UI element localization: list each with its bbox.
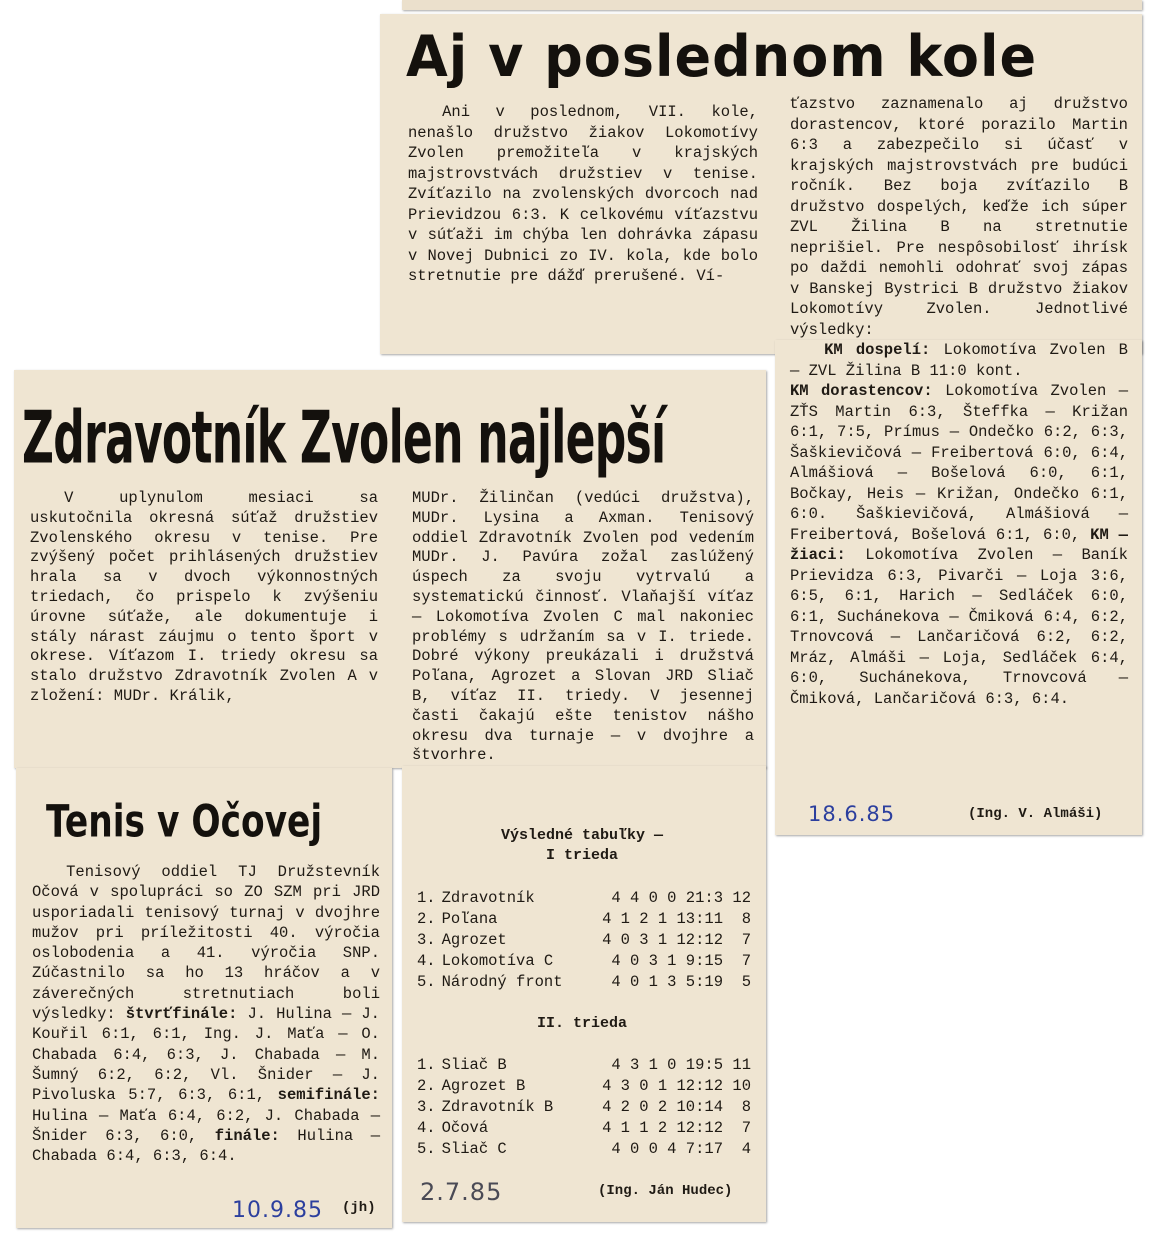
finale-label: finále: bbox=[214, 1126, 280, 1145]
stats-cell: 4 3 1 0 19:5 bbox=[611, 1055, 723, 1074]
signature-top: (Ing. V. Almáši) bbox=[968, 806, 1103, 822]
points-cell: 11 bbox=[732, 1055, 751, 1074]
finale-text: Hulina — Chabada 6:4, 6:3, 6:4. bbox=[32, 1126, 381, 1166]
tables-caption-line-1: Výsledné tabuľky — bbox=[500, 827, 664, 844]
points-cell: 5 bbox=[741, 972, 751, 991]
rank-cell: 4. bbox=[417, 951, 436, 970]
article-mid-column-2 bbox=[412, 489, 754, 766]
points-cell: 4 bbox=[741, 1139, 751, 1158]
points-cell: 12 bbox=[732, 888, 751, 907]
table-row bbox=[414, 950, 754, 971]
signature-bottom: (jh) bbox=[342, 1200, 376, 1216]
table-row bbox=[414, 1054, 754, 1075]
rank-cell: 5. bbox=[417, 972, 436, 991]
team-cell: Agrozet bbox=[441, 930, 507, 949]
stats-cell: 4 0 3 1 9:15 bbox=[611, 951, 723, 970]
table-row bbox=[414, 1075, 754, 1096]
stats-cell: 4 0 3 1 12:12 bbox=[602, 930, 723, 949]
article-mid-paragraph-1: V uplynulom mesiaci sa uskutočnila okresná súťaž družstiev Zvolenského okresu v tenise. Pre zvýšený počet prihlásených družstiev hrala sa v dvoch výkonnostných triedach, čo prispelo k zvýšeniu úrovne súťaže, ale dokumentuje i stály nárast záujmu o tento šport v okrese. Víťazom I. triedy okresu sa stalo družstvo Zdravotník Zvolen A v zložení: MUDr. Králik, bbox=[30, 489, 378, 705]
points-cell: 8 bbox=[741, 1097, 751, 1116]
table-row bbox=[414, 1096, 754, 1117]
rank-cell: 4. bbox=[417, 1118, 436, 1137]
stats-cell: 4 2 0 2 10:14 bbox=[602, 1097, 723, 1116]
results-table-trieda-1 bbox=[414, 887, 754, 992]
handwritten-date-top: 18.6.85 bbox=[808, 802, 896, 826]
rank-cell: 2. bbox=[417, 1076, 436, 1095]
team-cell: Lokomotíva C bbox=[441, 951, 554, 970]
team-cell: Poľana bbox=[441, 909, 498, 928]
ocova-intro-text: Tenisový oddiel TJ Družstevník Očová v spolupráci so ZO SZM pri JRD usporiadali tenisový turnaj v dvojhre mužov pri príležitosti 40. výročia oslobodenia a 41. výročia SNP. Zúčastnilo sa ho 13 hráčov a v záverečných stretnutiach boli výsledky: bbox=[32, 863, 380, 1024]
headline-tenis-v-ocovej: Tenis v Očovej bbox=[46, 796, 323, 848]
stats-cell: 4 4 0 0 21:3 bbox=[611, 888, 723, 907]
team-cell: Sliač C bbox=[441, 1139, 507, 1158]
handwritten-date-mid: 2.7.85 bbox=[420, 1178, 503, 1206]
team-cell: Zdravotník bbox=[441, 888, 535, 907]
km-dospeli-label: KM dospelí: bbox=[824, 341, 931, 359]
semifinale-label: semifinále: bbox=[277, 1086, 380, 1105]
headline-zdravotnik-zvolen: Zdravotník Zvolen najlepší bbox=[22, 395, 666, 480]
stats-cell: 4 1 1 2 12:12 bbox=[602, 1118, 723, 1137]
semifinale-text: Hulina — Maťa 6:4, 6:2, J. Chabada — Šnider 6:3, 6:0, bbox=[32, 1106, 380, 1145]
km-dorast-results bbox=[790, 381, 1128, 709]
article-mid-column-1 bbox=[30, 489, 378, 707]
tables-caption bbox=[412, 826, 752, 866]
stats-cell: 4 1 2 1 13:11 bbox=[602, 909, 723, 928]
team-cell: Národný front bbox=[441, 972, 563, 991]
stats-cell: 4 0 0 4 7:17 bbox=[611, 1139, 723, 1158]
rank-cell: 3. bbox=[417, 1097, 436, 1116]
table-row bbox=[414, 1138, 754, 1159]
stats-cell: 4 3 0 1 12:12 bbox=[602, 1076, 723, 1095]
team-cell: Zdravotník B bbox=[441, 1097, 554, 1116]
team-cell: Sliač B bbox=[441, 1055, 507, 1074]
article-bottom-paragraph bbox=[32, 862, 380, 1166]
km-ziaci-text: Lokomotíva Zvolen — Baník Prievidza 6:3, Pivarči — Loja 3:6, 6:5, 6:1, Harich — Sedláček 6:0, 6:1, Suchánekova — Čmiková 6:4, 6:2, Trnovcová — Lančaričová 6:2, 6:2, Mráz, Almáši — Loja, Sedláček 6:4, 6:0, Suchánekova, Trnovcová — Čmiková, Lančaričová 6:3, 6:4. bbox=[790, 546, 1128, 708]
article-top-column-2 bbox=[790, 94, 1128, 709]
km-ziaci-label: KM — žiaci: bbox=[790, 525, 1128, 564]
rank-cell: 3. bbox=[417, 930, 436, 949]
clipping-top-strip bbox=[402, 0, 1142, 10]
points-cell: 7 bbox=[741, 951, 751, 970]
article-top-paragraph-1: Ani v poslednom, VII. kole, nenašlo družstvo žiakov Lokomotívy Zvolen premožiteľa v krajských majstrovstvách družstiev v tenise. Zvíťazilo na zvolenských dvorcoch nad Prievidzou 6:3. K celkovému víťazstvu v súťaži im chýba len dohrávka zápasu v Novej Dubnici zo IV. kola, kde bolo stretnutie pre dážď prerušené. Ví- bbox=[408, 103, 758, 285]
trieda-2-caption: II. trieda bbox=[536, 1015, 627, 1032]
rank-cell: 1. bbox=[417, 888, 436, 907]
article-bottom-column bbox=[32, 862, 380, 1166]
rank-cell: 5. bbox=[417, 1139, 436, 1158]
points-cell: 8 bbox=[741, 909, 751, 928]
handwritten-date-bottom: 10.9.85 bbox=[232, 1198, 323, 1223]
stvrtfinale-label: štvrťfinále: bbox=[125, 1005, 238, 1024]
headline-aj-v-poslednom-kole: Aj v poslednom kole bbox=[406, 23, 1038, 90]
table-row bbox=[414, 971, 754, 992]
article-top-column-1 bbox=[408, 102, 758, 287]
rank-cell: 2. bbox=[417, 909, 436, 928]
tables-caption-line-2: I trieda bbox=[545, 847, 618, 864]
results-table-trieda-2 bbox=[414, 1054, 754, 1159]
km-dospeli-text: Lokomotíva Zvolen B — ZVL Žilina B 11:0 kont. bbox=[790, 341, 1128, 380]
article-mid-paragraph-2: MUDr. Žilinčan (vedúci družstva), MUDr. Lysina a Axman. Tenisový oddiel Zdravotník Zvolen pod vedením MUDr. J. Pavúra zožal zaslúžený úspech za svoju vytrvalú a systematickú činnosť. Vlaňajší víťaz — Lokomotíva Zvolen C mal nakoniec problémy s udržaním sa v I. triede. Dobré výkony preukázali i družstvá Poľana, Agrozet a Slovan JRD Sliač B, víťaz II. triedy. V jesennej časti čakajú ešte tenistov nášho okresu dva turnaje — v dvojhre a štvorhre. bbox=[412, 489, 754, 765]
km-dorast-text: Lokomotíva Zvolen — ZŤS Martin 6:3, Šteffka — Križan 6:1, 7:5, Prímus — Ondečko 6:2, 6:3, Šaškievičová — Freibertová 6:0, 6:4, Almášiová — Bošelová 6:0, 6:1, Bočkay, Heis — Križan, Ondečko 6:1, 6:0. Šaškievičová, Almášiová — Freibertová, Bošelová 6:1, 6:0, bbox=[790, 382, 1129, 544]
table-row bbox=[414, 887, 754, 908]
table-row bbox=[414, 929, 754, 950]
stats-cell: 4 0 1 3 5:19 bbox=[611, 972, 723, 991]
rank-cell: 1. bbox=[417, 1055, 436, 1074]
km-dorast-label: KM dorastencov: bbox=[790, 382, 933, 400]
points-cell: 7 bbox=[741, 1118, 751, 1137]
table-row bbox=[414, 1117, 754, 1138]
points-cell: 7 bbox=[741, 930, 751, 949]
team-cell: Očová bbox=[441, 1118, 489, 1137]
team-cell: Agrozet B bbox=[441, 1076, 526, 1095]
km-dospeli-results bbox=[790, 340, 1128, 381]
article-top-paragraph-2: ťazstvo zaznamenalo aj družstvo dorastencov, ktoré porazilo Martin 6:3 a zabezpečilo si účasť v krajských majstrovstvách pre budúci ročník. Bez boja zvíťazilo B družstvo dospelých, keďže ich súper ZVL Žilina B na stretnutie neprišiel. Pre nespôsobilosť ihrísk po daždi nemohli odohrať svoj zápas v Banskej Bystrici B družstvo žiakov Lokomotívy Zvolen. Jednotlivé výsledky: bbox=[790, 95, 1128, 339]
table-row bbox=[414, 908, 754, 929]
signature-mid: (Ing. Ján Hudec) bbox=[598, 1183, 733, 1199]
points-cell: 10 bbox=[732, 1076, 751, 1095]
stvrtfinale-text: J. Hulina — J. Kouřil 6:1, 6:1, Ing. J. Maťa — O. Chabada 6:4, 6:3, J. Chabada — M. Šumný 6:2, 6:2, Vl. Šnider — J. Pivoluska 5:7, 6:3, 6:1, bbox=[32, 1005, 380, 1105]
